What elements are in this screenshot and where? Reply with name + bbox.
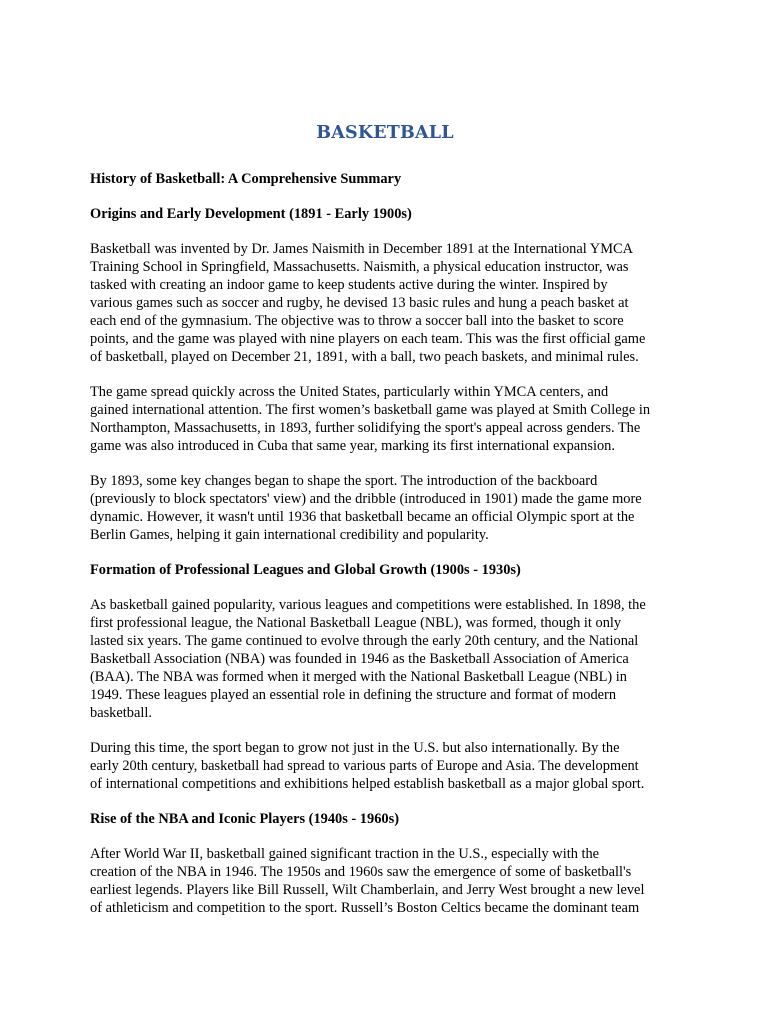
document-page	[90, 118, 680, 934]
section-heading: Origins and Early Development (1891 - Early 1900s)	[90, 206, 412, 222]
document-title: BASKETBALL	[316, 123, 454, 143]
paragraph	[90, 739, 680, 793]
paragraph-line: basketball.	[90, 705, 152, 721]
paragraph-line: As basketball gained popularity, various leagues and competitions were established. In 1898, the	[90, 597, 646, 613]
section-heading: Formation of Professional Leagues and Global Growth (1900s - 1930s)	[90, 562, 521, 578]
paragraph-line: game was also introduced in Cuba that same year, marking its first international expansion.	[90, 438, 615, 454]
paragraph-line: gained international attention. The first women’s basketball game was played at Smith College in	[90, 402, 651, 418]
paragraph-line: each end of the gymnasium. The objective was to throw a soccer ball into the basket to score	[90, 313, 624, 329]
paragraph-line: By 1893, some key changes began to shape the sport. The introduction of the backboard	[90, 473, 598, 489]
document-body	[90, 205, 680, 917]
paragraph-line: After World War II, basketball gained significant traction in the U.S., especially with the	[90, 846, 600, 862]
paragraph-line: various games such as soccer and rugby, he devised 13 basic rules and hung a peach basket at	[90, 295, 629, 311]
paragraph-line: Basketball was invented by Dr. James Naismith in December 1891 at the International YMCA	[90, 241, 633, 257]
paragraph-line: lasted six years. The game continued to evolve through the early 20th century, and the National	[90, 633, 639, 649]
paragraph-line: creation of the NBA in 1946. The 1950s and 1960s saw the emergence of some of basketball's	[90, 864, 632, 880]
paragraph-line: of international competitions and exhibitions helped establish basketball as a major global sport.	[90, 776, 645, 792]
paragraph-line: Berlin Games, helping it gain international credibility and popularity.	[90, 527, 489, 543]
paragraph-line: The game spread quickly across the United States, particularly within YMCA centers, and	[90, 384, 609, 400]
section-heading: Rise of the NBA and Iconic Players (1940s - 1960s)	[90, 811, 399, 827]
paragraph	[90, 383, 680, 455]
paragraph-line: (BAA). The NBA was formed when it merged with the National Basketball League (NBL) in	[90, 669, 627, 685]
paragraph-line: first professional league, the National Basketball League (NBL), was formed, though it only	[90, 615, 622, 631]
paragraph-line: Northampton, Massachusetts, in 1893, further solidifying the sport's appeal across genders. The	[90, 420, 641, 436]
paragraph	[90, 240, 680, 366]
paragraph	[90, 845, 680, 917]
paragraph-line: dynamic. However, it wasn't until 1936 that basketball became an official Olympic sport at the	[90, 509, 635, 525]
paragraph-line: Basketball Association (NBA) was founded in 1946 as the Basketball Association of America	[90, 651, 629, 667]
paragraph-line: During this time, the sport began to grow not just in the U.S. but also internationally. By the	[90, 740, 620, 756]
paragraph-line: Training School in Springfield, Massachusetts. Naismith, a physical education instructor, was	[90, 259, 629, 275]
paragraph-line: tasked with creating an indoor game to keep students active during the winter. Inspired by	[90, 277, 608, 293]
paragraph-line: of basketball, played on December 21, 1891, with a ball, two peach baskets, and minimal rules.	[90, 349, 639, 365]
paragraph	[90, 472, 680, 544]
paragraph-line: early 20th century, basketball had spread to various parts of Europe and Asia. The development	[90, 758, 639, 774]
document-subtitle: History of Basketball: A Comprehensive Summary	[90, 171, 402, 187]
paragraph-line: points, and the game was played with nine players on each team. This was the first official game	[90, 331, 646, 347]
paragraph-line: of athleticism and competition to the sport. Russell’s Boston Celtics became the dominant team	[90, 900, 640, 916]
paragraph-line: 1949. These leagues played an essential role in defining the structure and format of modern	[90, 687, 617, 703]
paragraph	[90, 596, 680, 722]
paragraph-line: earliest legends. Players like Bill Russell, Wilt Chamberlain, and Jerry West brought a new level	[90, 882, 645, 898]
paragraph-line: (previously to block spectators' view) and the dribble (introduced in 1901) made the game more	[90, 491, 642, 507]
